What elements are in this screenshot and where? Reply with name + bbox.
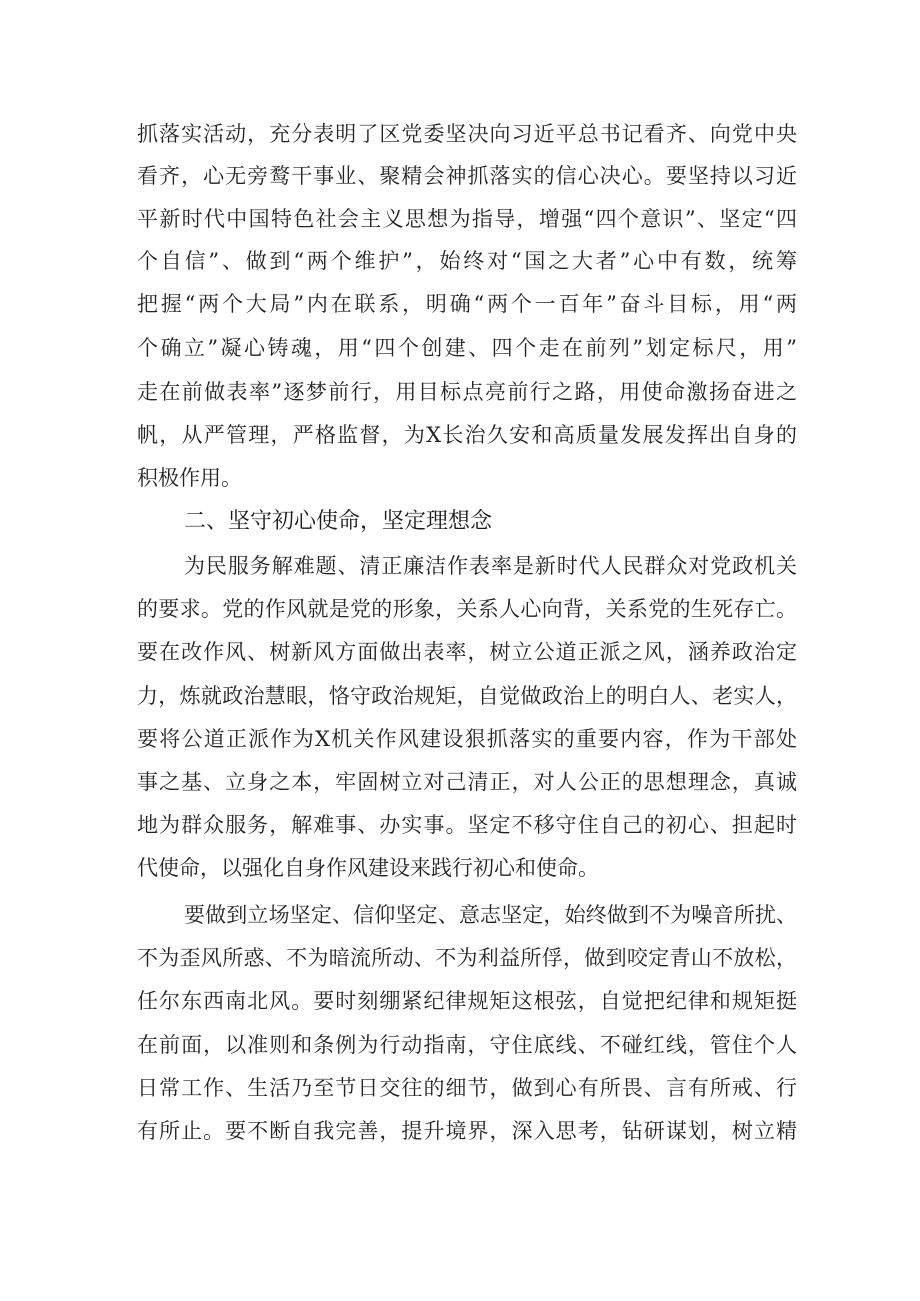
paragraph-1-line-5: 把握“两个大局”内在联系，明确“两个一百年”奋斗目标，用“两 [137,292,797,316]
paragraph-1-line-4: 个自信”、做到“两个维护”，始终对“国之大者”心中有数，统筹 [137,249,797,273]
paragraph-1-line-7: 走在前做表率”逐梦前行，用目标点亮前行之路，用使命激扬奋进之 [137,380,797,404]
paragraph-1-line-1: 抓落实活动，充分表明了区党委坚决向习近平总书记看齐、向党中央 [137,122,797,146]
paragraph-2-line-3: 要在改作风、树新风方面做出表率，树立公道正派之风，涵养政治定 [137,640,797,664]
paragraph-1-line-2: 看齐，心无旁鹜干事业、聚精会神抓落实的信心决心。要坚持以习近 [137,164,797,188]
paragraph-2-line-4: 力，炼就政治慧眼，恪守政治规矩，自觉做政治上的明白人、老实人， [137,684,797,708]
paragraph-2-line-8: 代使命，以强化自身作风建设来践行初心和使命。 [137,856,599,880]
paragraph-1-line-8: 帆，从严管理，严格监督，为X长治久安和高质量发展发挥出自身的 [137,423,797,447]
paragraph-3-line-1: 要做到立场坚定、信仰坚定、意志坚定，始终做到不为噪音所扰、 [184,903,797,927]
paragraph-3-line-4: 在前面，以准则和条例为行动指南，守住底线、不碰红线，管住个人 [137,1033,797,1057]
paragraph-1-line-9: 积极作用。 [137,466,242,490]
section-heading: 二、坚守初心使命，坚定理想念 [184,509,493,534]
paragraph-3-line-6: 有所止。要不断自我完善，提升境界，深入思考，钻研谋划，树立精 [137,1119,797,1143]
paragraph-3-line-2: 不为歪风所惑、不为暗流所动、不为利益所俘，做到咬定青山不放松， [137,946,797,970]
paragraph-2-line-2: 的要求。党的作风就是党的形象，关系人心向背，关系党的生死存亡。 [137,597,797,621]
paragraph-1-line-3: 平新时代中国特色社会主义思想为指导，增强“四个意识”、坚定“四 [137,207,797,231]
paragraph-3-line-3: 任尔东西南北风。要时刻绷紧纪律规矩这根弦，自觉把纪律和规矩挺 [137,989,797,1013]
paragraph-2-line-6: 事之基、立身之本，牢固树立对己清正，对人公正的思想理念，真诚 [137,770,797,794]
paragraph-3-line-5: 日常工作、生活乃至节日交往的细节，做到心有所畏、言有所戒、行 [137,1076,797,1100]
paragraph-2-line-1: 为民服务解难题、清正廉洁作表率是新时代人民群众对党政机关 [184,554,797,578]
paragraph-2-line-7: 地为群众服务，解难事、办实事。坚定不移守住自己的初心、担起时 [137,813,797,837]
paragraph-1-line-6: 个确立”凝心铸魂，用“四个创建、四个走在前列”划定标尺，用” [137,336,797,360]
paragraph-2-line-5: 要将公道正派作为X机关作风建设狠抓落实的重要内容，作为干部处 [137,727,797,751]
